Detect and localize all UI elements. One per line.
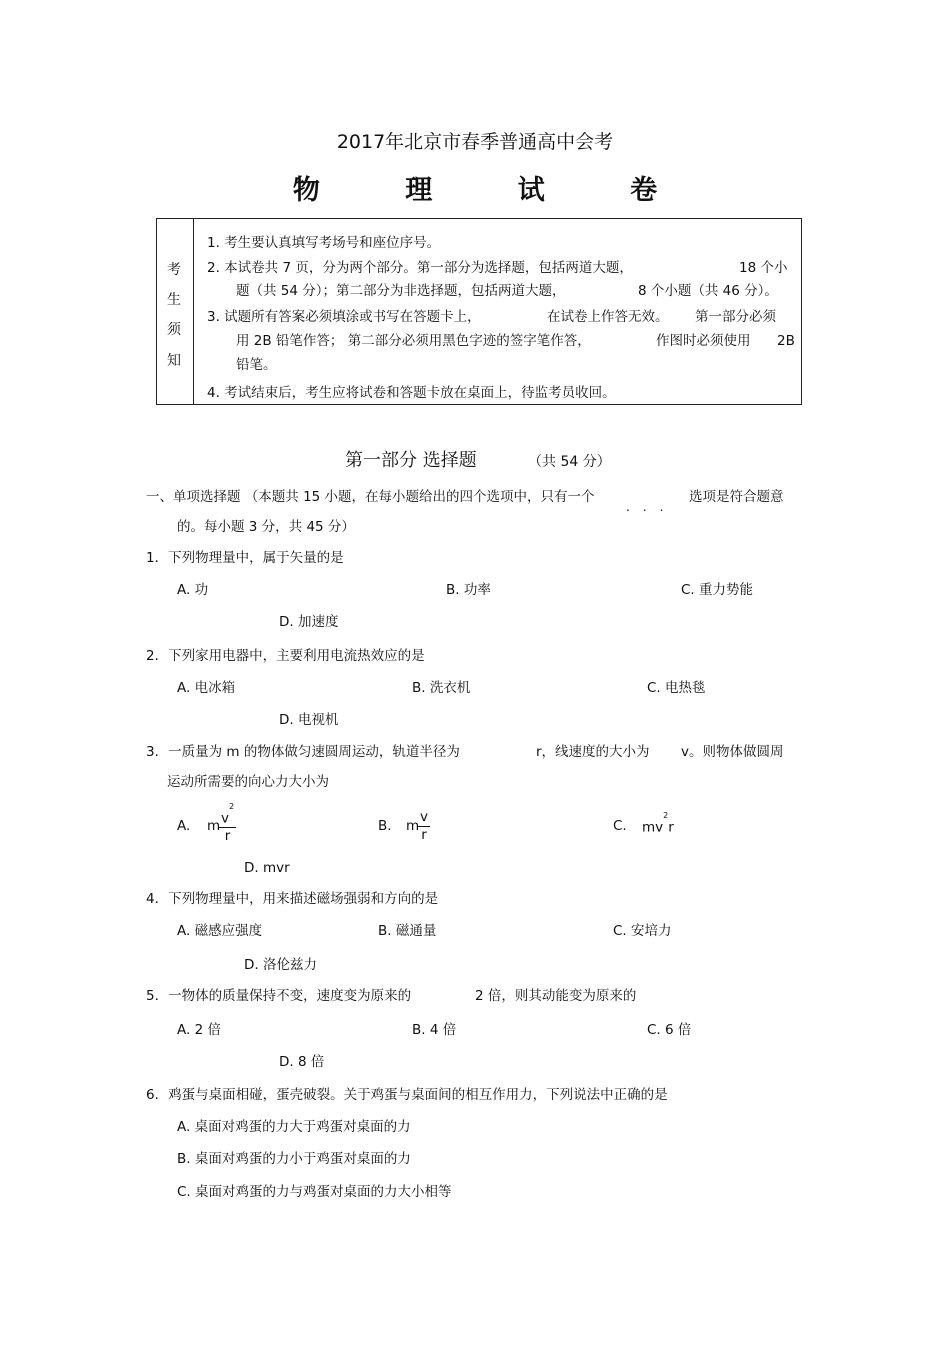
exam-title: 2017年北京市春季普通高中会考 — [336, 131, 614, 153]
question-4-option-a: A. 磁感应强度 — [177, 923, 263, 939]
section-one-instructions-tail: 选项是符合题意 — [689, 489, 784, 505]
question-5-option-d: D. 8 倍 — [279, 1054, 325, 1070]
question-3-option-c-expression: $mv^2r$ — [642, 811, 674, 836]
question-3-stem-mid: r，线速度的大小为 — [536, 744, 650, 760]
question-1-option-a: A. 功 — [177, 582, 209, 598]
question-5-option-a: A. 2 倍 — [177, 1022, 221, 1038]
candidate-notice-box — [156, 218, 802, 405]
question-1-option-b: B. 功率 — [446, 582, 491, 598]
notice-item-4: 4. 考试结束后，考生应将试卷和答题卡放在桌面上，待监考员收回。 — [207, 385, 616, 401]
notice-item-3-end: 铅笔。 — [236, 357, 277, 373]
notice-item-3-cont-mid: 作图时必须使用 — [656, 333, 751, 349]
question-5-stem-tail: 2 倍，则其动能变为原来的 — [475, 988, 637, 1004]
question-6-option-c: C. 桌面对鸡蛋的力与鸡蛋对桌面的力大小相等 — [177, 1184, 452, 1200]
question-3-option-a-label: A. — [177, 818, 191, 834]
question-3-option-d: D. mvr — [244, 860, 290, 876]
part-one-title: 第一部分 选择题 — [345, 450, 477, 471]
question-4-option-b: B. 磁通量 — [378, 923, 437, 939]
notice-item-3-mid: 在试卷上作答无效。 — [547, 309, 669, 325]
question-3-option-a-m: m — [207, 818, 221, 834]
question-5-option-c: C. 6 倍 — [647, 1022, 692, 1038]
question-3-stem-tail: v。则物体做圆周 — [681, 744, 784, 760]
notice-item-2-cont: 题（共 54 分）；第二部分为非选择题，包括两道大题， — [236, 283, 566, 299]
question-4-stem: 4．下列物理量中，用来描述磁场强弱和方向的是 — [146, 891, 439, 907]
question-2-option-b: B. 洗衣机 — [412, 680, 471, 696]
question-4-option-d: D. 洛伦兹力 — [244, 957, 317, 973]
question-3-stem-cont: 运动所需要的向心力大小为 — [167, 774, 329, 790]
question-5-option-b: B. 4 倍 — [412, 1022, 457, 1038]
fraction-numerator: v — [420, 809, 428, 825]
question-3-option-b-fraction — [418, 811, 430, 842]
section-one-instructions: 一、单项选择题 （本题共 15 小题，在每小题给出的四个选项中，只有一个 — [146, 489, 595, 505]
question-1-option-d: D. 加速度 — [279, 614, 339, 630]
fraction-denominator: r — [224, 828, 231, 844]
fraction-numerator: $v^2$ — [221, 802, 235, 827]
question-3-option-c-label: C. — [613, 818, 627, 834]
fraction-denominator: r — [421, 826, 427, 843]
notice-label-char: 考 — [167, 262, 181, 278]
question-2-option-d: D. 电视机 — [279, 712, 339, 728]
question-3-option-b-label: B. — [378, 818, 392, 834]
question-2-option-c: C. 电热毯 — [647, 680, 706, 696]
question-2-option-a: A. 电冰箱 — [177, 680, 236, 696]
notice-item-3: 3. 试题所有答案必须填涂或书写在答题卡上， — [207, 309, 481, 325]
question-2-stem: 2．下列家用电器中，主要利用电流热效应的是 — [146, 648, 425, 664]
notice-item-3-tail: 第一部分必须 — [695, 309, 776, 325]
notice-item-2-tail: 18 个小 — [739, 260, 788, 276]
question-3-stem: 3．一质量为 m 的物体做匀速圆周运动，轨道半径为 — [146, 744, 460, 760]
question-1-option-c: C. 重力势能 — [681, 582, 754, 598]
notice-label-char: 生 — [167, 292, 181, 308]
notice-label-char: 知 — [167, 353, 181, 369]
question-4-option-c: C. 安培力 — [613, 923, 672, 939]
part-one-score: （共 54 分） — [528, 454, 611, 470]
question-3-option-a-fraction — [219, 802, 236, 844]
notice-item-1: 1. 考生要认真填写考场号和座位序号。 — [207, 235, 441, 251]
notice-item-3-cont: 用 2B 铅笔作答； 第二部分必须用黑色字迹的签字笔作答， — [236, 333, 591, 349]
notice-label-column — [157, 219, 194, 404]
emphasis-dots: ... — [626, 500, 677, 514]
question-6-option-a: A. 桌面对鸡蛋的力大于鸡蛋对桌面的力 — [177, 1119, 411, 1135]
question-6-option-b: B. 桌面对鸡蛋的力小于鸡蛋对桌面的力 — [177, 1151, 411, 1167]
question-5-stem: 5．一物体的质量保持不变，速度变为原来的 — [146, 988, 412, 1004]
notice-item-2: 2. 本试卷共 7 页，分为两个部分。第一部分为选择题，包括两道大题， — [207, 260, 633, 276]
notice-item-2-cont-tail: 8 个小题（共 46 分）。 — [638, 283, 778, 299]
section-one-instructions-cont: 的。每小题 3 分，共 45 分） — [177, 519, 355, 535]
exam-subject-title: 物 理 试 卷 — [292, 175, 696, 206]
question-3-option-b-m: m — [406, 818, 420, 834]
question-6-stem: 6．鸡蛋与桌面相碰，蛋壳破裂。关于鸡蛋与桌面间的相互作用力，下列说法中正确的是 — [146, 1087, 668, 1103]
question-1-stem: 1．下列物理量中，属于矢量的是 — [146, 550, 344, 566]
notice-item-3-cont-tail: 2B — [777, 333, 795, 349]
notice-label-char: 须 — [167, 322, 181, 338]
